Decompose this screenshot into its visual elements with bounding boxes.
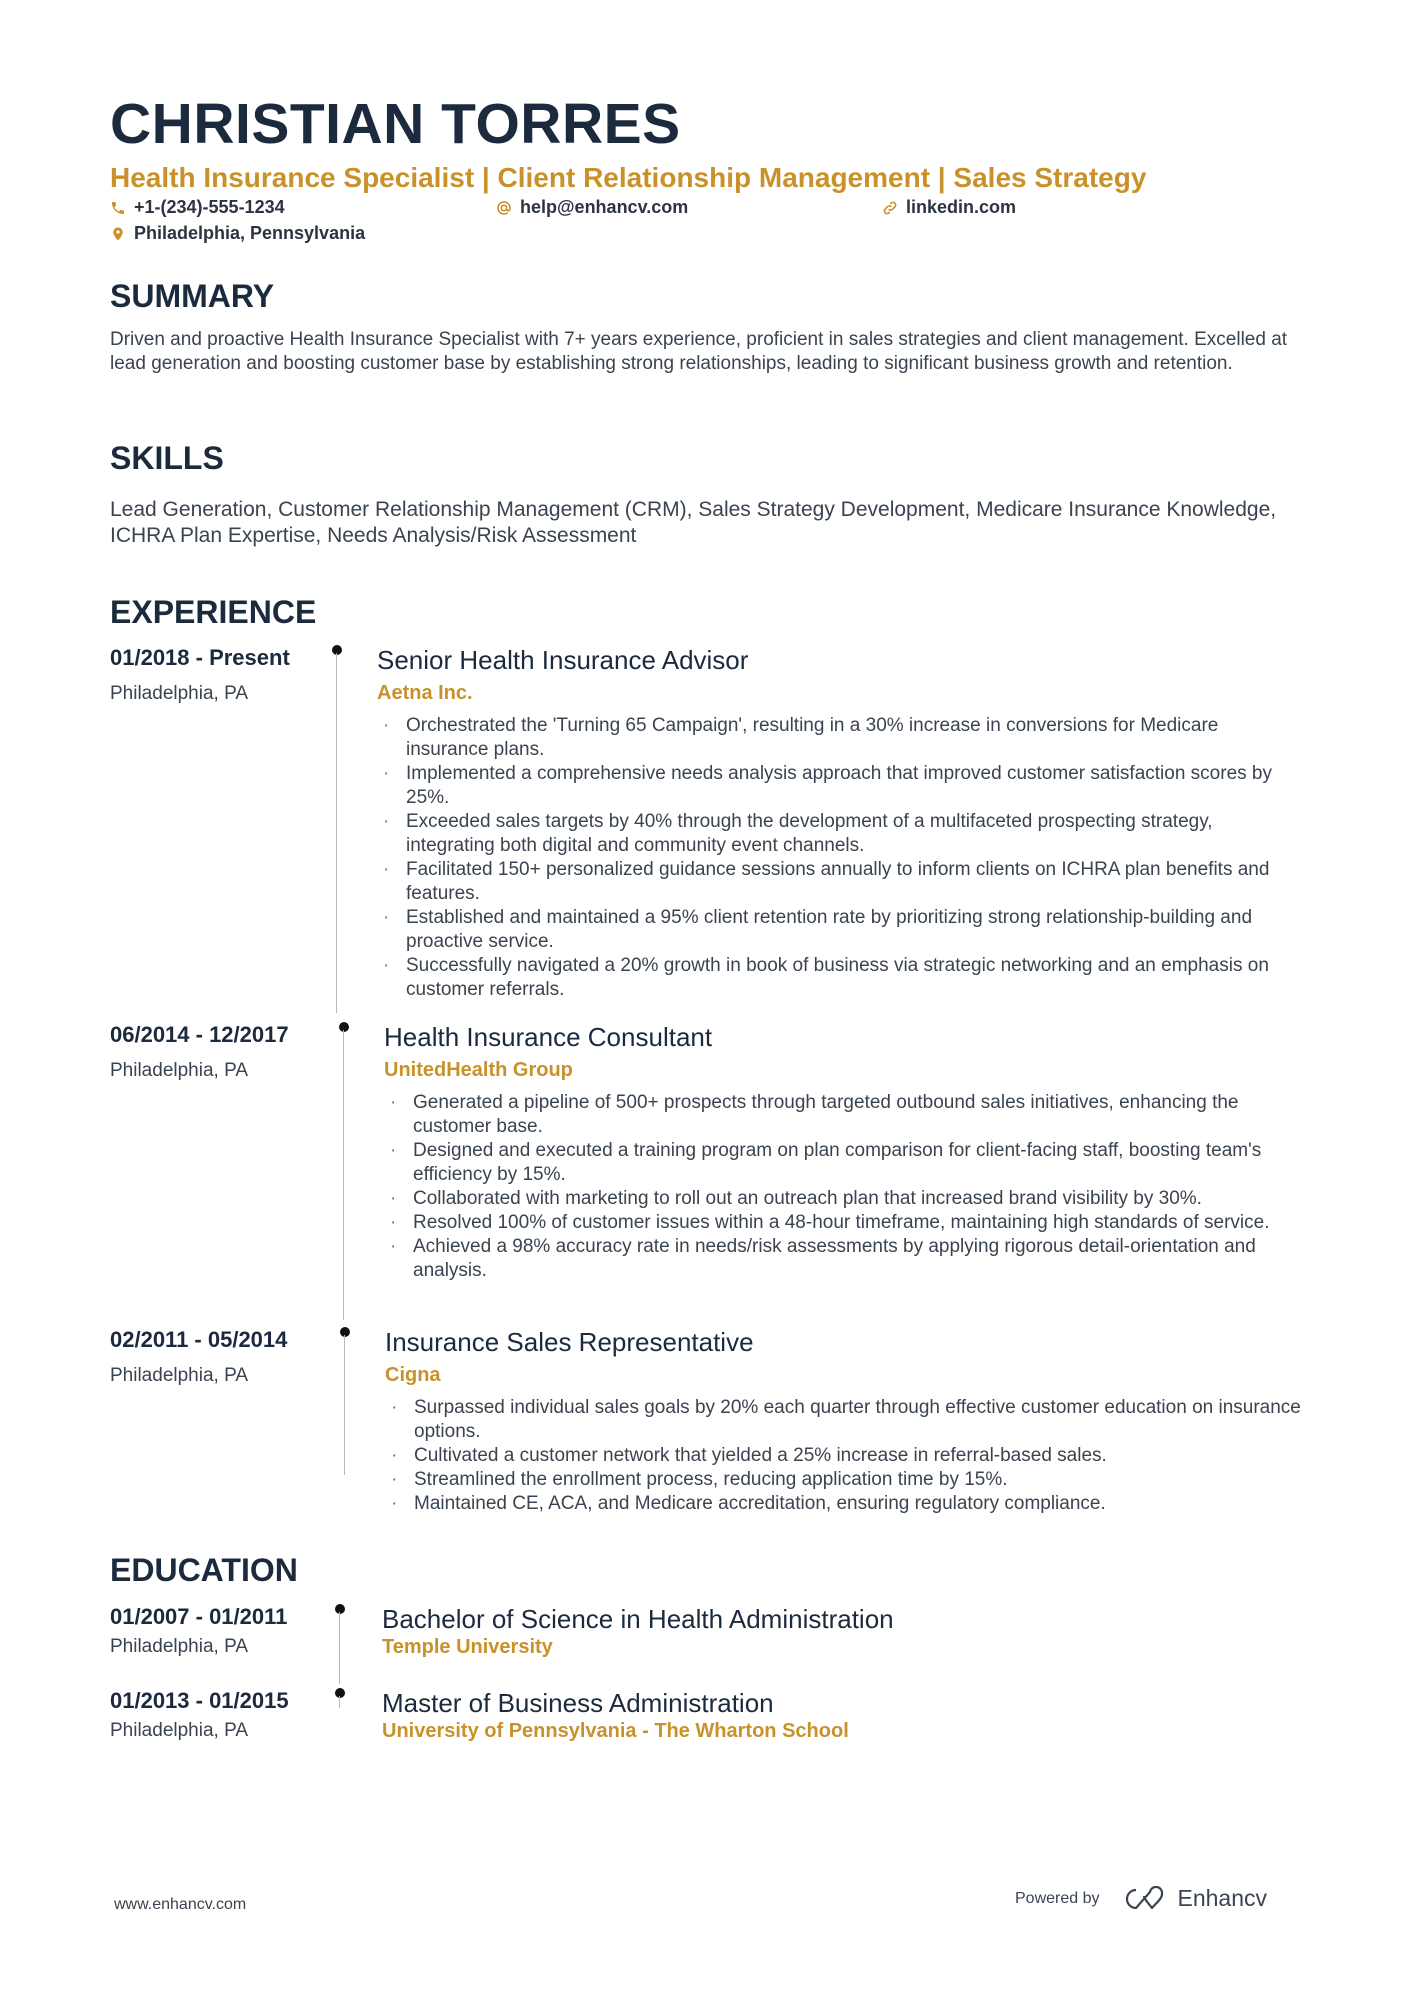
- enhancv-brand[interactable]: [1122, 1885, 1268, 1912]
- timeline-dot: [339, 1022, 349, 1032]
- headline: Health Insurance Specialist | Client Relationship Management | Sales Strategy: [110, 162, 1147, 193]
- summary-text: Driven and proactive Health Insurance Specialist with 7+ years experience, proficient in sales strategies and client management. Excelled at lead generation and boosting customer base by establishing strong relationships, leading to significant business growth and retention.: [110, 329, 1288, 374]
- timeline-line: [339, 1696, 340, 1708]
- bullet-item: · Resolved 100% of customer issues within a 48-hour timeframe, maintaining high standards of service.: [384, 1211, 1304, 1235]
- education-entry: [110, 1604, 1310, 1684]
- email-text[interactable]: help@enhancv.com: [520, 197, 689, 217]
- entry-company: Aetna Inc.: [377, 682, 473, 704]
- bullet-item: · Implemented a comprehensive needs analysis approach that improved customer satisfaction scores by 25%.: [377, 762, 1297, 810]
- skills-heading: SKILLS: [110, 440, 224, 476]
- school-name: Temple University: [382, 1636, 553, 1658]
- bullet-item: · Orchestrated the 'Turning 65 Campaign', resulting in a 30% increase in conversions for Medicare insurance plans.: [377, 714, 1297, 762]
- entry-company: UnitedHealth Group: [384, 1059, 573, 1081]
- phone-text: +1-(234)-555-1234: [134, 197, 285, 217]
- bullet-item: · Established and maintained a 95% client retention rate by prioritizing strong relationship-building and proactive service.: [377, 906, 1297, 954]
- contact-linkedin[interactable]: [882, 197, 1016, 218]
- entry-bullets: [377, 714, 1297, 1002]
- phone-icon: [110, 200, 126, 216]
- entry-company: Cigna: [385, 1364, 441, 1386]
- entry-date: 06/2014 - 12/2017: [110, 1022, 289, 1047]
- entry-location: Philadelphia, PA: [110, 1636, 249, 1657]
- degree-title: Master of Business Administration: [382, 1688, 774, 1718]
- entry-location: Philadelphia, PA: [110, 1720, 249, 1741]
- bullet-item: · Facilitated 150+ personalized guidance sessions annually to inform clients on ICHRA plan benefits and features.: [377, 858, 1297, 906]
- degree-title: Bachelor of Science in Health Administration: [382, 1604, 894, 1634]
- bullet-item: · Designed and executed a training program on plan comparison for client-facing staff, boosting team's efficiency by 15%.: [384, 1139, 1304, 1187]
- at-icon: [496, 200, 512, 216]
- experience-entry: [110, 645, 1310, 1015]
- education-entry: [110, 1688, 1310, 1748]
- entry-role: Health Insurance Consultant: [384, 1022, 713, 1052]
- bullet-item: · Successfully navigated a 20% growth in book of business via strategic networking and an emphasis on customer referrals.: [377, 954, 1297, 1002]
- link-icon: [882, 200, 898, 216]
- entry-location: Philadelphia, PA: [110, 1365, 249, 1386]
- school-name: University of Pennsylvania - The Wharton School: [382, 1720, 849, 1742]
- entry-location: Philadelphia, PA: [110, 683, 249, 704]
- entry-location: Philadelphia, PA: [110, 1060, 249, 1081]
- contact-email[interactable]: [496, 197, 688, 218]
- timeline-line: [336, 653, 337, 1013]
- bullet-item: · Achieved a 98% accuracy rate in needs/risk assessments by applying rigorous detail-orientation and analysis.: [384, 1235, 1304, 1283]
- experience-entry: [110, 1022, 1310, 1322]
- powered-by-label: Powered by: [1015, 1889, 1100, 1907]
- contact-phone: [110, 197, 285, 218]
- entry-bullets: [384, 1091, 1304, 1283]
- entry-bullets: [385, 1396, 1305, 1516]
- entry-date: 02/2011 - 05/2014: [110, 1327, 288, 1352]
- education-heading: EDUCATION: [110, 1552, 298, 1588]
- bullet-item: · Maintained CE, ACA, and Medicare accreditation, ensuring regulatory compliance.: [385, 1492, 1305, 1516]
- bullet-item: · Exceeded sales targets by 40% through the development of a multifaceted prospecting strategy, integrating both digital and community event channels.: [377, 810, 1297, 858]
- bullet-item: · Generated a pipeline of 500+ prospects through targeted outbound sales initiatives, enhancing the customer base.: [384, 1091, 1304, 1139]
- timeline-line: [339, 1612, 340, 1684]
- entry-role: Insurance Sales Representative: [385, 1327, 754, 1357]
- linkedin-text[interactable]: linkedin.com: [906, 197, 1017, 217]
- summary-heading: SUMMARY: [110, 278, 275, 314]
- brand-name: Enhancv: [1177, 1885, 1268, 1911]
- contact-location: [110, 223, 365, 244]
- timeline-line: [344, 1335, 345, 1475]
- bullet-item: · Streamlined the enrollment process, reducing application time by 15%.: [385, 1468, 1305, 1492]
- location-text: Philadelphia, Pennsylvania: [134, 223, 366, 243]
- candidate-name: CHRISTIAN TORRES: [110, 92, 681, 156]
- bullet-item: · Surpassed individual sales goals by 20% each quarter through effective customer education on insurance options.: [385, 1396, 1305, 1444]
- entry-date: 01/2018 - Present: [110, 645, 290, 670]
- timeline-dot: [335, 1688, 345, 1698]
- bullet-item: · Cultivated a customer network that yielded a 25% increase in referral-based sales.: [385, 1444, 1305, 1468]
- experience-entry: [110, 1327, 1310, 1514]
- entry-date: 01/2007 - 01/2011: [110, 1604, 288, 1629]
- experience-heading: EXPERIENCE: [110, 594, 317, 630]
- bullet-item: · Collaborated with marketing to roll out an outreach plan that increased brand visibility by 30%.: [384, 1187, 1304, 1211]
- skills-text: Lead Generation, Customer Relationship Management (CRM), Sales Strategy Development, Medicare Insurance Knowledge, ICHRA Plan Expertise, Needs Analysis/Risk Assessment: [110, 498, 1277, 547]
- footer-branding[interactable]: [1015, 1885, 1267, 1912]
- footer-website[interactable]: www.enhancv.com: [114, 1896, 247, 1913]
- enhancv-logo-icon: [1122, 1886, 1168, 1912]
- timeline-dot: [335, 1604, 345, 1614]
- location-pin-icon: [110, 226, 126, 242]
- timeline-dot: [340, 1327, 350, 1337]
- entry-date: 01/2013 - 01/2015: [110, 1688, 289, 1713]
- timeline-dot: [332, 645, 342, 655]
- entry-role: Senior Health Insurance Advisor: [377, 645, 749, 675]
- timeline-line: [343, 1030, 344, 1320]
